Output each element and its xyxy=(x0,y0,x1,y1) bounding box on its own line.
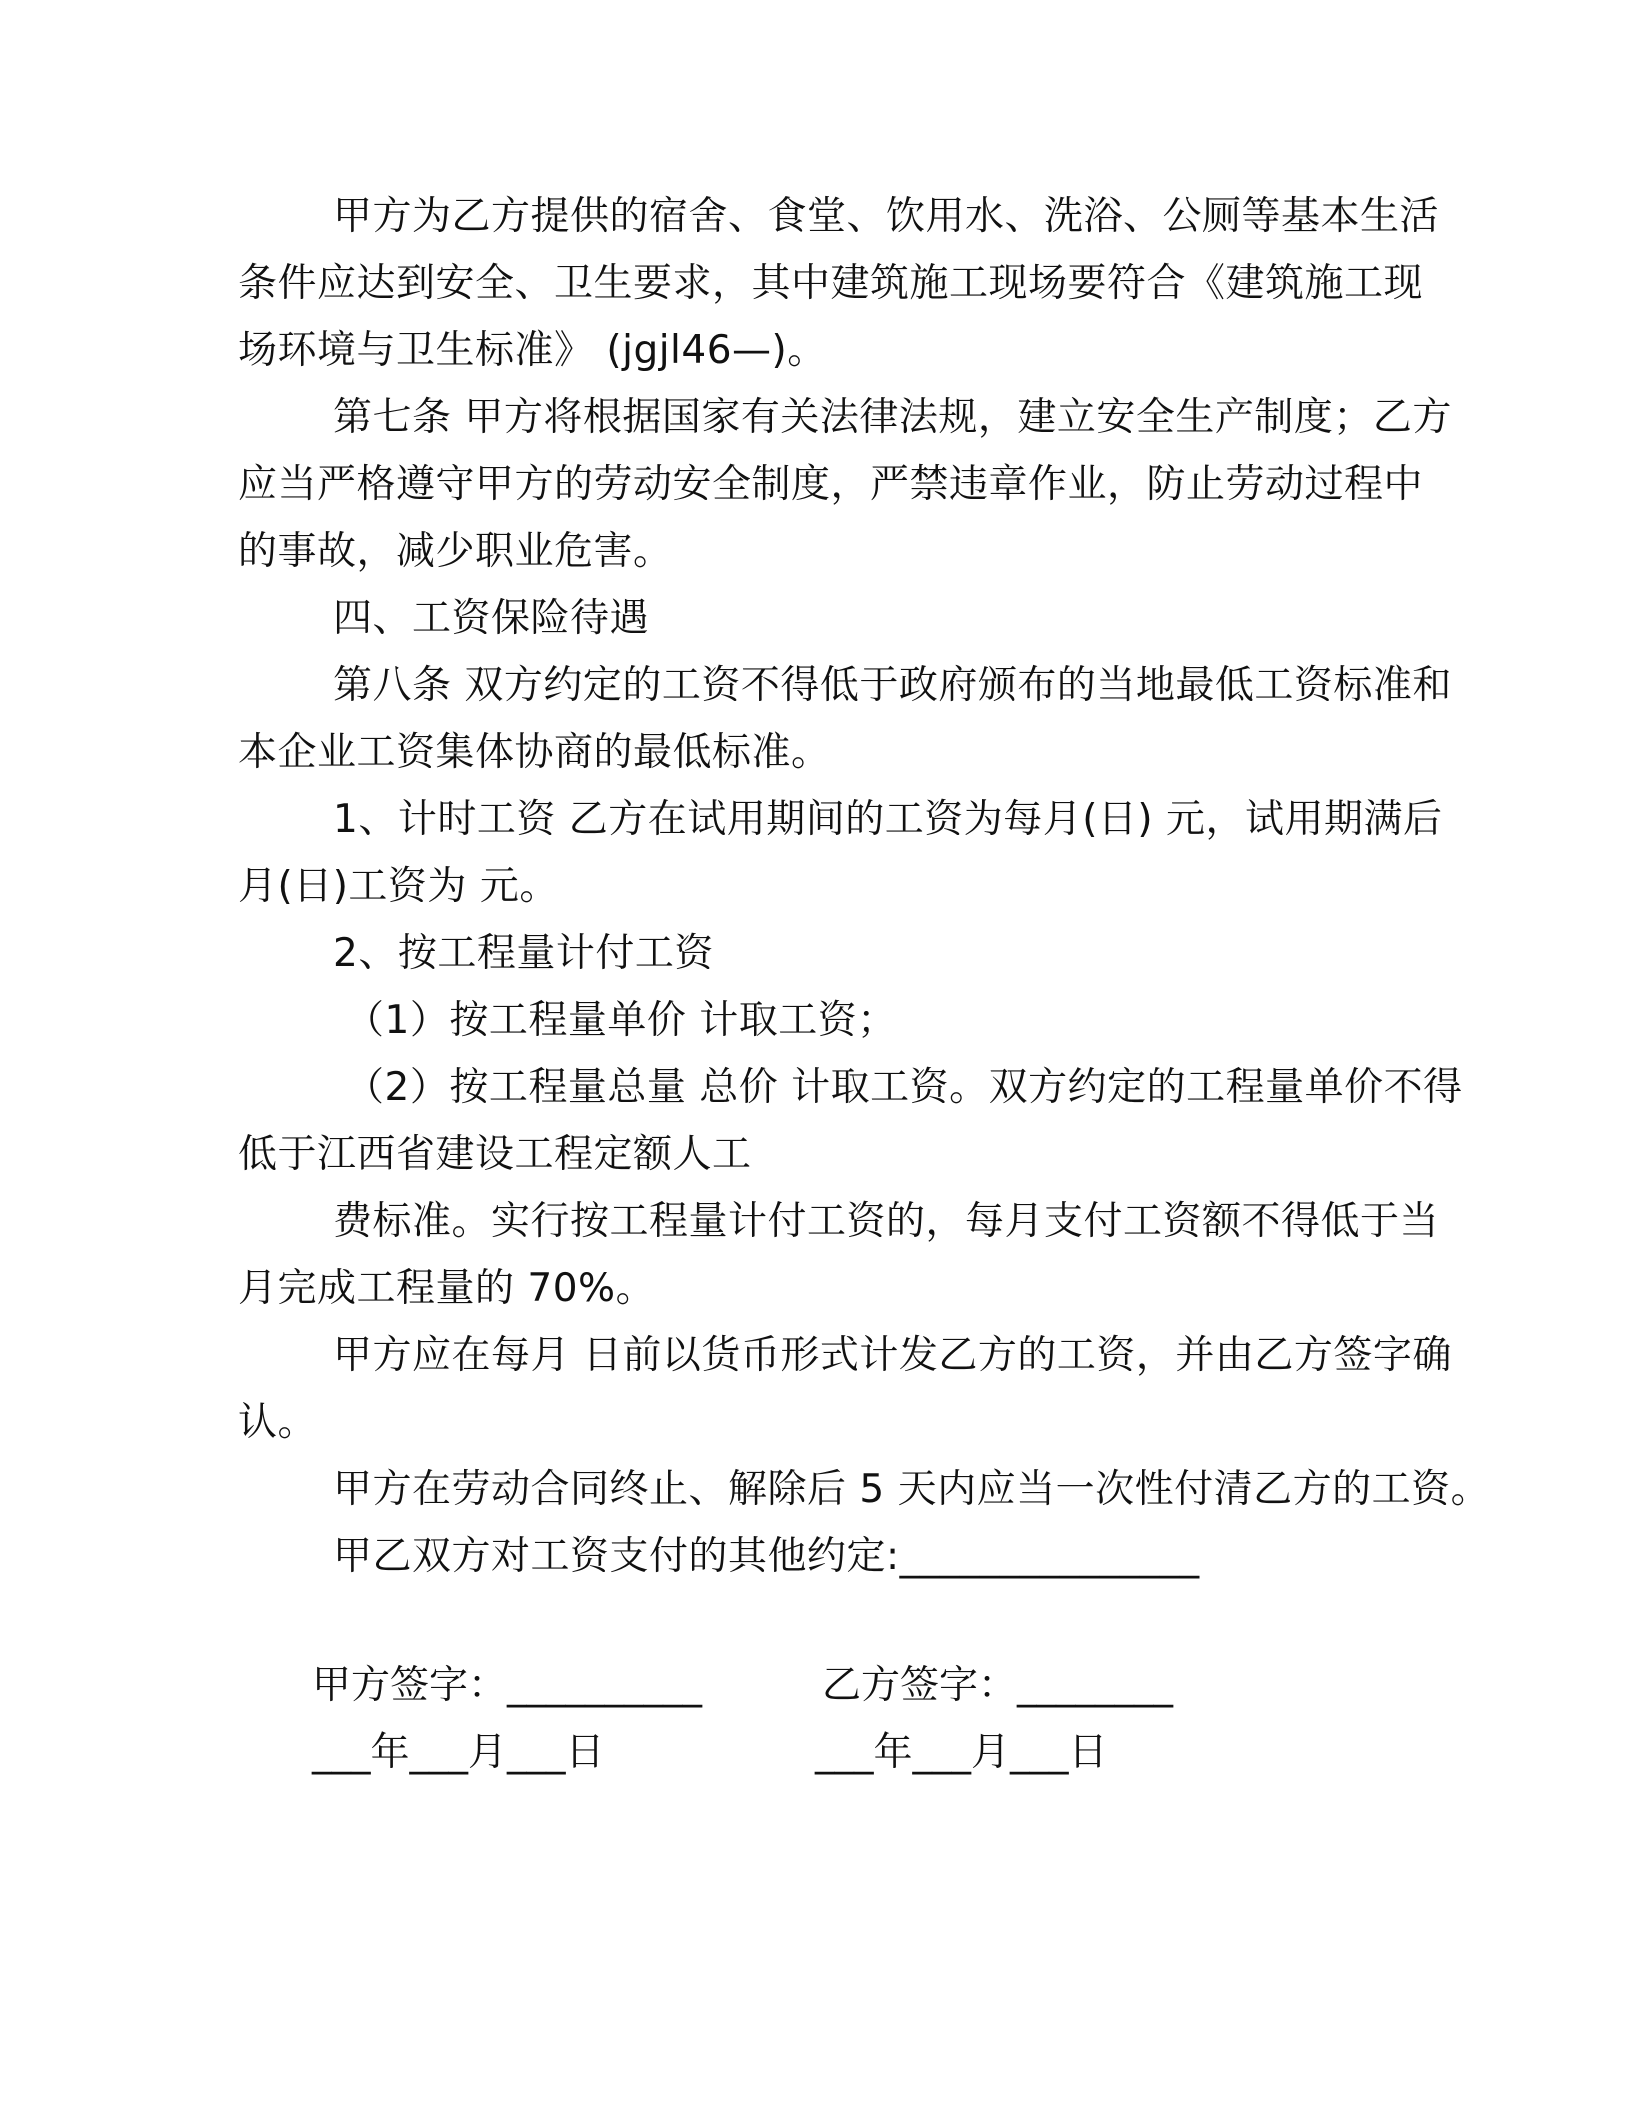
party-a-date-field: ___年___月___日 xyxy=(312,1730,605,1775)
text-line-6: 的事故，减少职业危害。 xyxy=(238,529,673,574)
text-line-11: 月(日)工资为 元。 xyxy=(238,864,559,909)
text-line-20: 甲方在劳动合同终止、解除后 5 天内应当一次性付清乙方的工资。 xyxy=(333,1467,1491,1512)
party-b-signature-field: 乙方签字：________ xyxy=(822,1663,1174,1708)
text-line-17: 月完成工程量的 70%。 xyxy=(238,1266,656,1311)
text-line-10: 1、计时工资 乙方在试用期间的工资为每月(日) 元，试用期满后 xyxy=(333,797,1443,842)
text-line-3: 场环境与卫生标准》 (jgjl46—)。 xyxy=(238,328,827,373)
text-line-19: 认。 xyxy=(238,1400,318,1445)
text-line-2: 条件应达到安全、卫生要求，其中建筑施工现场要符合《建筑施工现 xyxy=(238,261,1424,306)
text-line-16: 费标准。实行按工程量计付工资的，每月支付工资额不得低于当 xyxy=(333,1199,1440,1244)
text-line-14: （2）按工程量总量 总价 计取工资。双方约定的工程量单价不得 xyxy=(345,1065,1463,1110)
text-line-13: （1）按工程量单价 计取工资； xyxy=(345,998,897,1043)
text-line-15: 低于江西省建设工程定额人工 xyxy=(238,1132,752,1177)
text-line-12: 2、按工程量计付工资 xyxy=(333,931,714,976)
party-a-signature-field: 甲方签字：__________ xyxy=(312,1663,703,1708)
text-line-1: 甲方为乙方提供的宿舍、食堂、饮用水、洗浴、公厕等基本生活 xyxy=(333,194,1440,239)
party-b-date-field: ___年___月___日 xyxy=(815,1730,1108,1775)
text-line-4: 第七条 甲方将根据国家有关法律法规，建立安全生产制度；乙方 xyxy=(333,395,1452,440)
text-line-18: 甲方应在每月 日前以货币形式计发乙方的工资，并由乙方签字确 xyxy=(333,1333,1452,1378)
text-line-5: 应当严格遵守甲方的劳动安全制度，严禁违章作业，防止劳动过程中 xyxy=(238,462,1424,507)
other-agreement-line: 甲乙双方对工资支付的其他约定:_______________ xyxy=(333,1534,1200,1579)
section-heading: 四、工资保险待遇 xyxy=(333,596,650,641)
text-line-9: 本企业工资集体协商的最低标准。 xyxy=(238,730,831,775)
text-line-8: 第八条 双方约定的工资不得低于政府颁布的当地最低工资标准和 xyxy=(333,663,1452,708)
